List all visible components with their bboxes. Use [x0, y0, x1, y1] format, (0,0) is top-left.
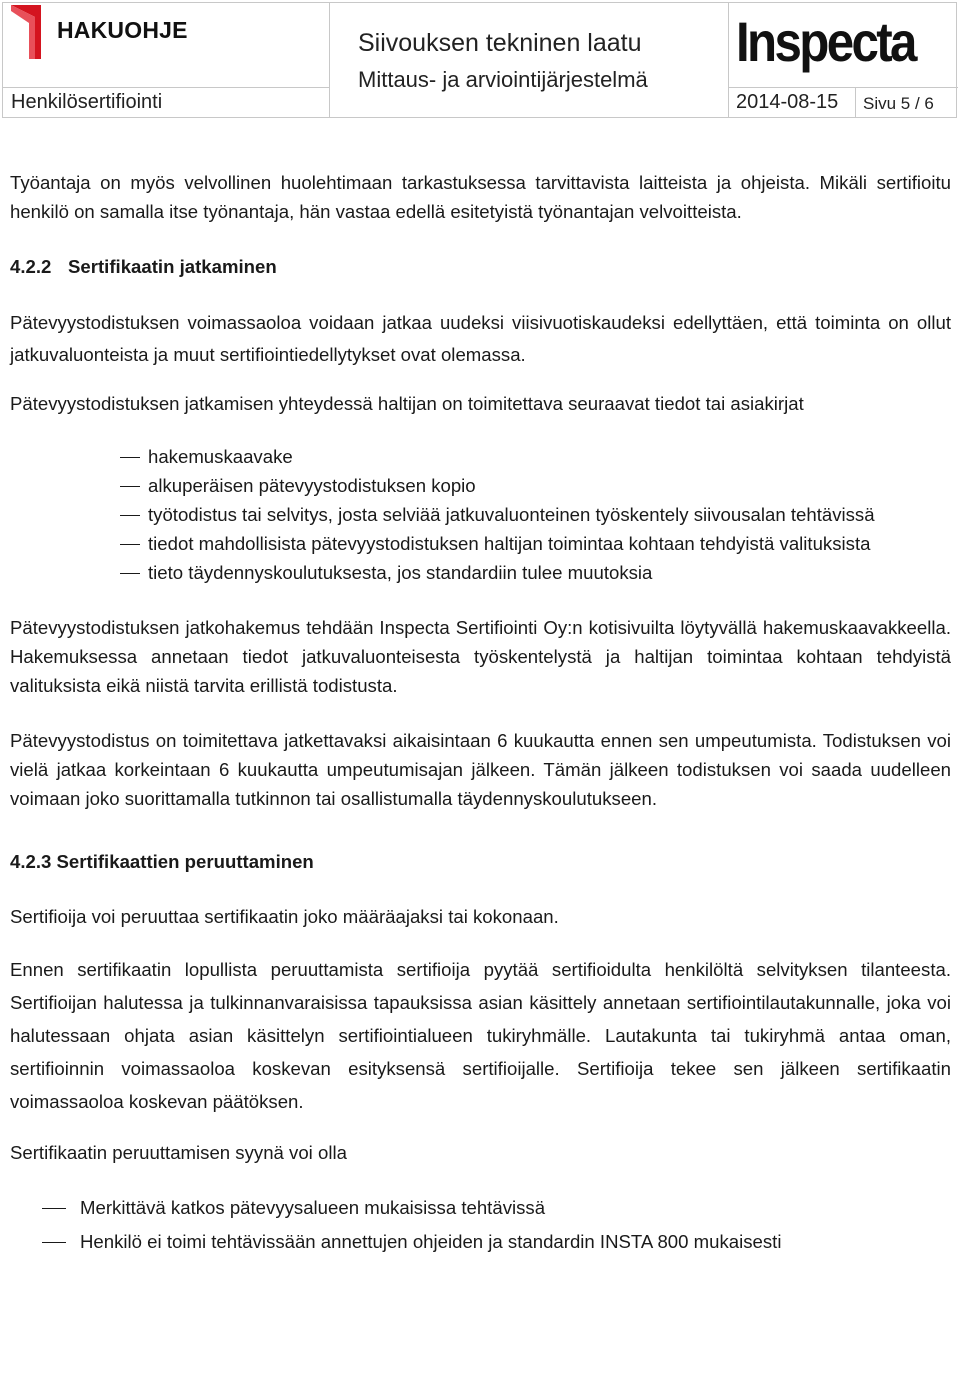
dash-bullet	[120, 544, 140, 545]
section-title: Sertifikaatin jatkaminen	[68, 256, 277, 277]
dash-bullet	[120, 573, 140, 574]
list-item: hakemuskaavake	[10, 442, 951, 471]
paragraph: Pätevyystodistuksen jatkohakemus tehdään Inspecta Sertifiointi Oy:n kotisivuilta löytyvällä hakemuskaavakkeella. Hakemuksessa annetaan tiedot jatkuvaluonteisesta työskentelystä ja haltijan toimintaa kohtaan tehdyistä valituksista eikä niistä tarvita erillistä todistusta.	[10, 617, 951, 696]
paragraph: Pätevyystodistus on toimitettava jatkettavaksi aikaisintaan 6 kuukautta ennen sen umpeutumista. Todistuksen voi vielä jatkaa korkeintaan 6 kuukautta umpeutumisajan jälkeen. Tämän jälkeen todistuksen voi saada uudelleen voimaan joko suorittamalla tutkinnon tai osallistumalla täydennyskoulutukseen.	[10, 730, 951, 809]
dash-bullet	[42, 1242, 66, 1243]
list-item: Merkittävä katkos pätevyysalueen mukaisissa tehtävissä	[10, 1191, 951, 1225]
paragraph: Sertifioija voi peruuttaa sertifikaatin joko määräajaksi tai kokonaan.	[10, 906, 559, 927]
red-corner-mark	[11, 5, 41, 59]
section-title: Sertifikaattien peruuttaminen	[56, 851, 314, 872]
section-heading	[10, 847, 951, 876]
document-type: HAKUOHJE	[57, 17, 188, 43]
requirements-list	[10, 442, 951, 587]
section-heading	[10, 252, 951, 281]
header-divider	[3, 87, 329, 88]
document-subtitle: Mittaus- ja arviointijärjestelmä	[358, 67, 648, 92]
section-number: 4.2.3	[10, 851, 52, 872]
list-item: työtodistus tai selvitys, josta selviää jatkuvaluonteinen työskentely siivousalan tehtävissä	[10, 500, 951, 529]
document-body	[10, 168, 951, 1259]
list-item: Henkilö ei toimi tehtävissään annettujen ohjeiden ja standardin INSTA 800 mukaisesti	[10, 1225, 951, 1259]
header-divider	[855, 87, 856, 117]
revocation-reasons-list	[10, 1191, 951, 1259]
header-divider	[728, 3, 729, 117]
document-header	[2, 2, 957, 118]
paragraph: Sertifikaatin peruuttamisen syynä voi olla	[10, 1142, 347, 1163]
dash-bullet	[120, 515, 140, 516]
list-item: tieto täydennyskoulutuksesta, jos standardiin tulee muutoksia	[10, 558, 951, 587]
intro-paragraph: Työantaja on myös velvollinen huolehtimaan tarkastuksessa tarvittavista laitteista ja ohjeista. Mikäli sertifioitu henkilö on samalla itse työnantaja, hän vastaa edellä esitetyistä työnantajan velvoitteista.	[10, 172, 951, 222]
dash-bullet	[42, 1208, 66, 1209]
paragraph: Pätevyystodistuksen jatkamisen yhteydessä haltijan on toimitettava seuraavat tiedot tai asiakirjat	[10, 393, 804, 414]
page-number: Sivu 5 / 6	[863, 94, 934, 113]
section-number: 4.2.2	[10, 256, 52, 277]
list-item: tiedot mahdollisista pätevyystodistuksen haltijan toimintaa kohtaan tehdyistä valituksista	[10, 529, 951, 558]
header-divider	[728, 87, 958, 88]
dash-bullet	[120, 457, 140, 458]
list-item: alkuperäisen pätevyystodistuksen kopio	[10, 471, 951, 500]
document-date: 2014-08-15	[736, 91, 839, 113]
paragraph: Ennen sertifikaatin lopullista peruuttamista sertifioija pyytää sertifioidulta henkilöltä selvityksen tilanteesta. Sertifioijan halutessa ja tulkinnanvaraisissa tapauksissa asian käsittely annetaan sertifiointilautakunnalle, joka voi halutessaan ohjata asian käsittelyn sertifiointialueen tukiryhmälle. Lautakunta tai tukiryhmä antaa oman, sertifioinnin voimassaoloa koskevan esityksensä sertifioijalle. Sertifioija tekee sen jälkeen sertifikaatin voimassaoloa koskevan päätöksen.	[10, 959, 951, 1112]
dash-bullet	[120, 486, 140, 487]
paragraph: Pätevyystodistuksen voimassaoloa voidaan jatkaa uudeksi viisivuotiskaudeksi edellyttäen, että toiminta on ollut jatkuvaluonteista ja muut sertifiointiedellytykset ovat olemassa.	[10, 312, 951, 365]
inspecta-logo: Inspecta	[736, 10, 915, 73]
header-divider	[329, 3, 330, 117]
document-title: Siivouksen tekninen laatu	[358, 29, 642, 57]
document-category: Henkilösertifiointi	[11, 91, 163, 113]
